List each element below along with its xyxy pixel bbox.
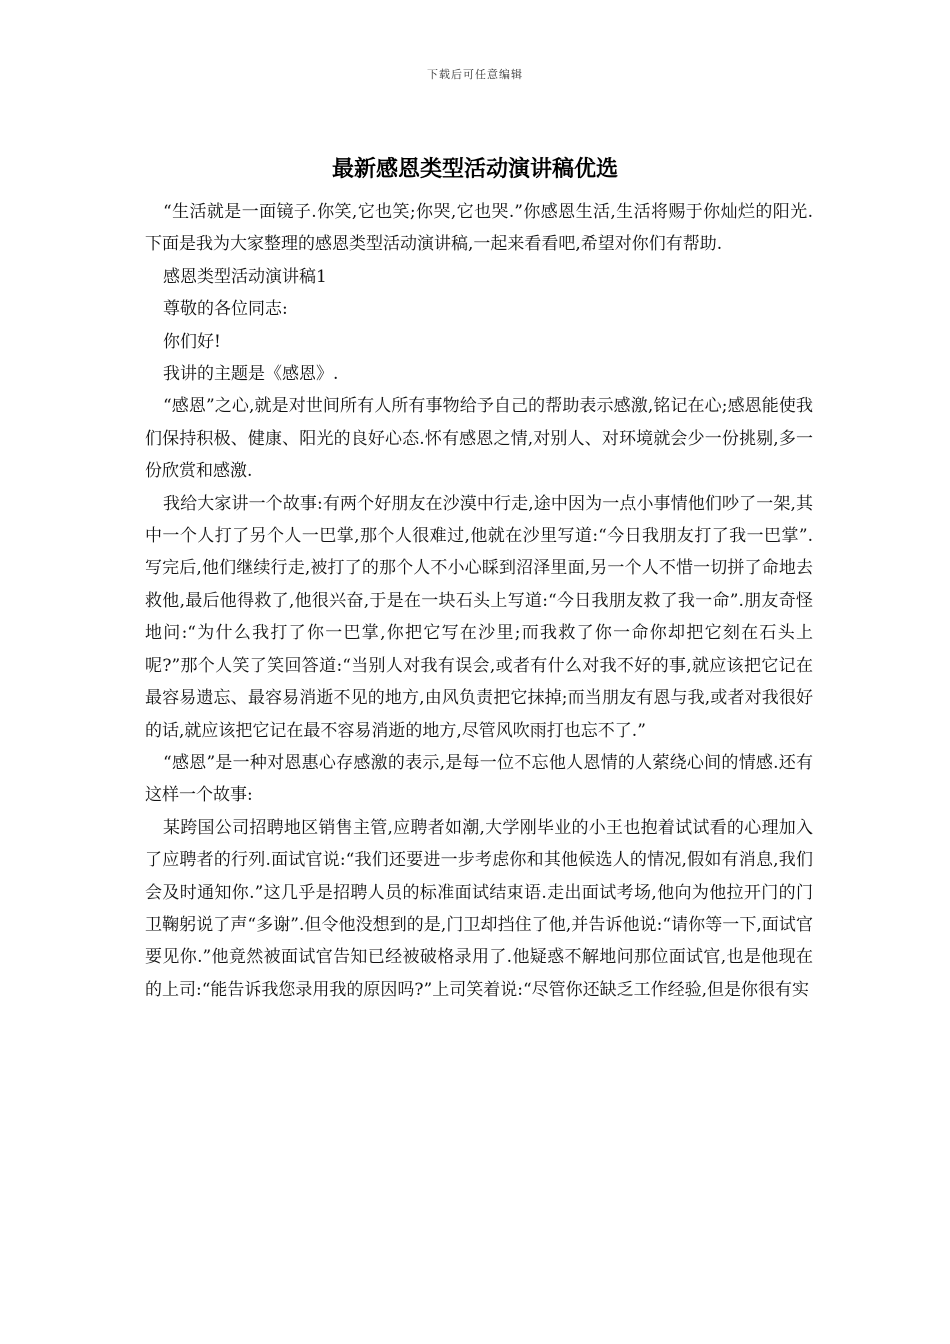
- paragraph-greeting: 你们好!: [163, 331, 221, 352]
- header-note: 下载后可任意编辑: [427, 68, 523, 81]
- paragraph-gratitude-definition: “感恩”之心,就是对世间所有人所有事物给予自己的帮助表示感激,铭记在心;感恩能使我们保持积极、健康、阳光的良好心态.怀有感恩之情,对别人、对环境就会少一份挑剔,多一份欣赏和感激.: [145, 396, 813, 482]
- paragraph-topic: 我讲的主题是《感恩》.: [163, 364, 339, 385]
- paragraph-salutation: 尊敬的各位同志:: [163, 299, 288, 320]
- page-title: 最新感恩类型活动演讲稿优选: [331, 156, 618, 182]
- paragraph-section-heading: 感恩类型活动演讲稿1: [163, 266, 327, 287]
- paragraph-interview-story: 某跨国公司招聘地区销售主管,应聘者如潮,大学刚毕业的小王也抱着试试看的心理加入了应聘者的行列.面试官说:“我们还要进一步考虑你和其他候选人的情况,假如有消息,我们会及时通知你.”这几乎是招聘人员的标准面试结束语.走出面试考场,他向为他拉开门的门卫鞠躬说了声“多谢”.但令他没想到的是,门卫却挡住了他,并告诉他说:“请你等一下,面试官要见你.”他竟然被面试官告知已经被破格录用了.他疑惑不解地问那位面试官,也是他现在的上司:“能告诉我您录用我的原因吗?”上司笑着说:“尽管你还缺乏工作经验,但是你很有实: [145, 817, 813, 1000]
- paragraph-intro: “生活就是一面镜子.你笑,它也笑;你哭,它也哭.”你感恩生活,生活将赐于你灿烂的阳光.下面是我为大家整理的感恩类型活动演讲稿,一起来看看吧,希望对你们有帮助.: [145, 202, 813, 255]
- document-body: [145, 196, 813, 1006]
- paragraph-gratitude-emotion: “感恩”是一种对恩惠心存感激的表示,是每一位不忘他人恩情的人萦绕心间的情感.还有这样一个故事:: [145, 752, 813, 806]
- paragraph-friends-story: 我给大家讲一个故事:有两个好朋友在沙漠中行走,途中因为一点小事情他们吵了一架,其中一个人打了另个人一巴掌,那个人很难过,他就在沙里写道:“今日我朋友打了我一巴掌”.写完后,他们继续行走,被打了的那个人不小心睬到沼泽里面,另一个人不惜一切拼了命地去救他,最后他得救了,他很兴奋,于是在一块石头上写道:“今日我朋友救了我一命”.朋友奇怪地问:“为什么我打了你一巴掌,你把它写在沙里;而我救了你一命你却把它刻在石头上呢?”那个人笑了笑回答道:“当别人对我有误会,或者有什么对我不好的事,就应该把它记在最容易遗忘、最容易消逝不见的地方,由风负责把它抹掉;而当朋友有恩与我,或者对我很好的话,就应该把它记在最不容易消逝的地方,尽管风吹雨打也忘不了.”: [145, 493, 813, 741]
